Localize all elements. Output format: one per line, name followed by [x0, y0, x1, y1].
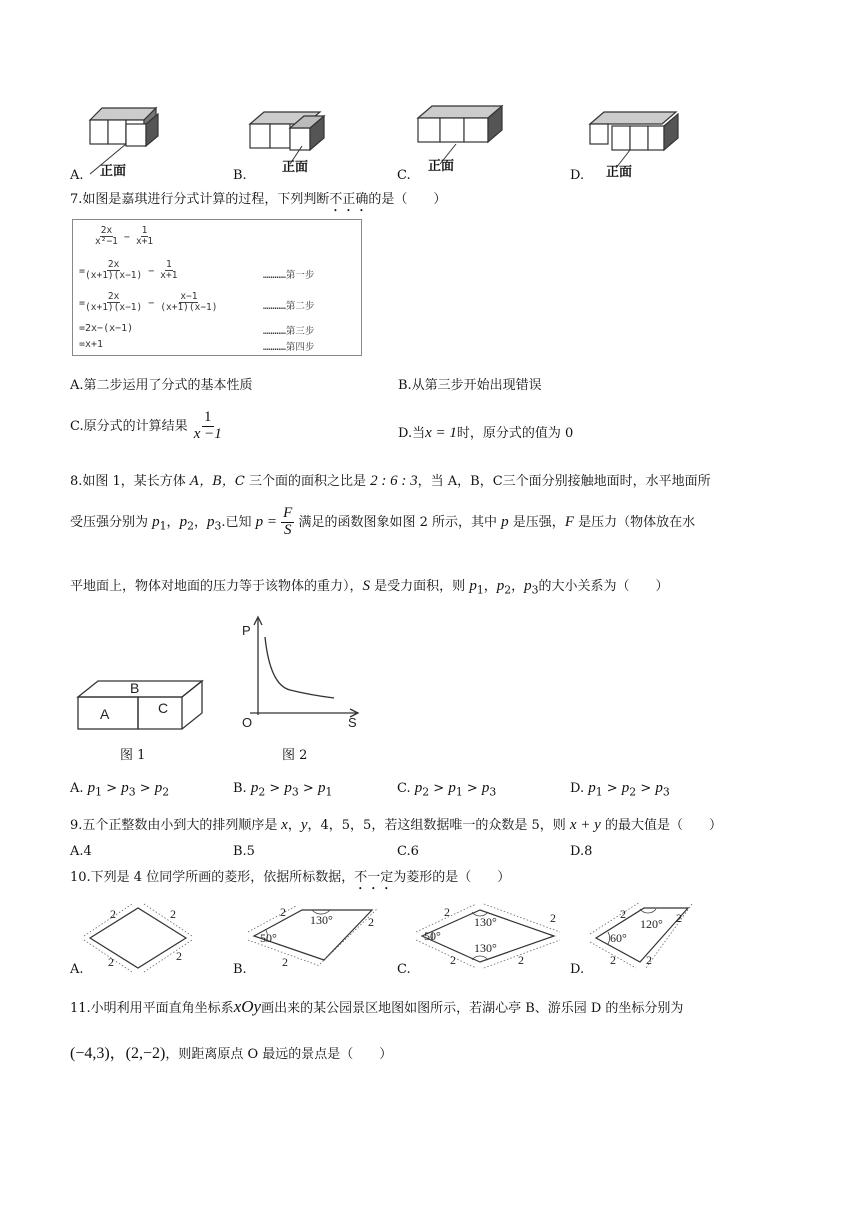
- q8-figure-1-box: [76, 675, 206, 735]
- front-label-a: 正面: [100, 164, 127, 179]
- angle-b1: 50°: [260, 931, 277, 945]
- q7-emphasis: 不正确: [329, 192, 369, 207]
- svg-text:2: 2: [676, 911, 682, 925]
- q10-stem: 10.下列是 4 位同学所画的菱形，依据所标数据，不一定为菱形的是（ ）: [70, 870, 511, 885]
- q8-figure-2-graph: [230, 615, 370, 730]
- q6-figure-b: [250, 112, 324, 164]
- angle-d1: 60°: [610, 931, 627, 945]
- q11-line-2: (−4,3)，(2,−2)，则距离原点 O 最远的景点是（ ）: [70, 1045, 393, 1062]
- q6-figures: [70, 100, 710, 185]
- q8-line-2: 受压强分别为 $p_1$，$p_2$，$p_3$.已知 p = $\frac{F}{S}$ 满足的函数图象如图 2 所示，其中 p 是压强，F 是压力（物体放在水: [70, 505, 696, 538]
- q8-option-b[interactable]: B. $p_2 > p_3 > p_1$: [233, 780, 333, 799]
- inverse-curve: [265, 637, 334, 698]
- svg-text:2: 2: [170, 907, 176, 921]
- q11-stem: 11.小明利用平面直角坐标系xOy画出来的某公园景区地图如图所示，若湖心亭 B、游乐园 D 的坐标分别为: [70, 997, 684, 1016]
- svg-text:2: 2: [368, 915, 374, 929]
- q7-calculation-box: $\frac{2x}{\text{x²−1}}$ − $\frac{1}{x+1}$ = $\frac{2x}{(x+1)(x-1)}$ − $\frac{1}{x+1}$ …………第一步 = $\frac{2x}{(x+1)(x-1)}$ − $\frac{x-1}{(x+1)(x-1)}$ …………第二步 =2x−(x−1) …………第三步 =x+1 …………第四步: [72, 219, 362, 356]
- q7-option-c[interactable]: C.原分式的计算结果 $\frac{1}{x -1}$: [70, 409, 222, 442]
- axis-s-label: S: [348, 715, 357, 730]
- svg-text:2: 2: [550, 911, 556, 925]
- q10-option-a[interactable]: A.: [70, 962, 84, 977]
- face-c-label: C: [158, 700, 169, 716]
- q6-option-c[interactable]: C.: [397, 168, 411, 183]
- svg-text:2: 2: [176, 949, 182, 963]
- q9-option-b[interactable]: B.5: [233, 844, 255, 859]
- svg-text:2: 2: [280, 905, 286, 919]
- svg-text:2: 2: [518, 953, 524, 967]
- angle-d2: 120°: [640, 917, 663, 931]
- q10-option-c[interactable]: C.: [397, 962, 411, 977]
- q8-option-c[interactable]: C. $p_2 > p_1 > p_3$: [397, 780, 497, 799]
- q9-option-d[interactable]: D.8: [570, 844, 593, 859]
- svg-text:2: 2: [282, 955, 288, 969]
- q8-option-d[interactable]: D. $p_1 > p_2 > p_3$: [570, 780, 670, 799]
- front-label-d: 正面: [606, 165, 633, 180]
- svg-text:2: 2: [108, 955, 114, 969]
- svg-text:2: 2: [610, 953, 616, 967]
- figure-2-caption: 图 2: [282, 748, 308, 763]
- q6-option-a[interactable]: A.: [70, 168, 84, 183]
- q6-figure-d: [590, 112, 678, 168]
- svg-text:2: 2: [444, 905, 450, 919]
- origin-label: O: [242, 715, 253, 730]
- q6-figure-c: [418, 106, 502, 164]
- q9-stem: 9.五个正整数由小到大的排列顺序是 x，y，4，5，5，若这组数据唯一的众数是 5，则 x + y 的最大值是（ ）: [70, 817, 722, 833]
- angle-b2: 130°: [310, 913, 333, 927]
- face-b-label: B: [130, 680, 140, 696]
- svg-text:2: 2: [646, 953, 652, 967]
- svg-text:2: 2: [450, 953, 456, 967]
- q7-option-d[interactable]: D.当x = 1时，原分式的值为 0: [398, 425, 574, 441]
- q8-line-1: 8.如图 1，某长方体 A，B，C 三个面的面积之比是 2 : 6 : 3，当 A，B，C三个面分别接触地面时，水平地面所: [70, 473, 711, 489]
- figure-1-caption: 图 1: [120, 748, 146, 763]
- q7-option-b[interactable]: B.从第三步开始出现错误: [398, 378, 542, 393]
- angle-c2: 50°: [424, 929, 441, 943]
- q6-option-d[interactable]: D.: [570, 168, 585, 183]
- q8-option-a[interactable]: A. $p_1 > p_3 > p_2$: [70, 780, 170, 799]
- angle-c3: 130°: [474, 941, 497, 955]
- q10-emphasis: 不一定: [354, 870, 394, 885]
- front-label-b: 正面: [282, 160, 309, 175]
- svg-text:2: 2: [620, 907, 626, 921]
- angle-c1: 130°: [474, 915, 497, 929]
- q9-option-c[interactable]: C.6: [397, 844, 419, 859]
- axis-p-label: P: [242, 623, 251, 638]
- q10-option-b[interactable]: B.: [233, 962, 247, 977]
- svg-text:2: 2: [110, 907, 116, 921]
- q6-option-b[interactable]: B.: [233, 168, 247, 183]
- face-a-label: A: [100, 706, 110, 722]
- q9-option-a[interactable]: A.4: [70, 844, 92, 859]
- q7-option-a[interactable]: A.第二步运用了分式的基本性质: [70, 378, 253, 393]
- q7-stem: 7.如图是嘉琪进行分式计算的过程，下列判断不正确的是（ ）: [70, 192, 447, 207]
- q10-option-d[interactable]: D.: [570, 962, 585, 977]
- front-label-c: 正面: [428, 159, 455, 174]
- q8-line-3: 平地面上，物体对地面的压力等于该物体的重力），S 是受力面积，则 $p_1$，$p_2$，$p_3$的大小关系为（ ）: [70, 578, 669, 597]
